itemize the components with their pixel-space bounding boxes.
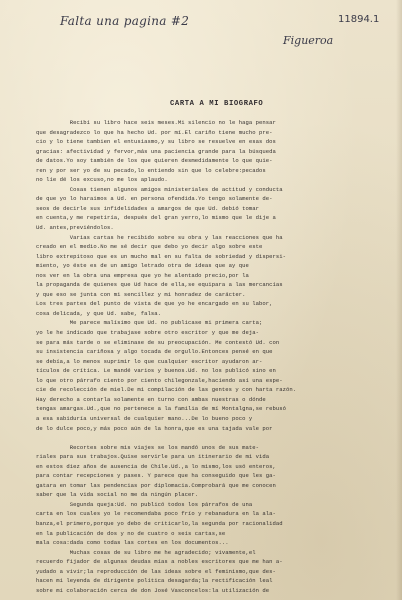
- letter-line: banza,el primero,porque yo debo de criticarlo,la segunda por racionalidad: [36, 519, 283, 527]
- letter-line: recuerdo fijador de algunas deudas mías a nobles escritores que me han a-: [36, 558, 283, 566]
- letter-line: y que eso se junta con mi sencillez y mi honradez de carácter.: [36, 290, 246, 298]
- letter-line: cosa delicada, y que Ud. sabe, falsa.: [36, 309, 162, 317]
- letter-body: [36, 118, 392, 595]
- letter-line: Hay derecho a contarla solamente en turno con ambas nuestras o dónde: [36, 395, 266, 403]
- letter-line: creado en el medio.No me sé decir que debo yo decir algo sobre este: [36, 243, 263, 251]
- letter-line: que desagradezco lo que ha hecho Ud. por mí.El cariño tiene mucho pre-: [36, 128, 273, 136]
- page-edge-shadow: [396, 0, 402, 600]
- letter-line: Me parece malísimo que Ud. no publicase mi primera carta;: [36, 319, 263, 327]
- letter-line: en cuenta,y me repetiría, después del gran yerro,lo mismo que le dije a: [36, 214, 276, 222]
- letter-line: no líe dé los excuso,no me los aplaudo.: [36, 176, 168, 184]
- letter-line: tengas amargas.Ud.,que no pertenece a la familia de mí Montalgna,se rebusó: [36, 405, 287, 413]
- letter-line: mala cosa:dada como todas las cortes en los documentos...: [36, 539, 229, 547]
- letter-line: se para más tarde o se eliminase de su preocupación. Me contestó Ud. con: [36, 338, 280, 346]
- letter-line: su insistencia cariñosa y algo tocada de orgullo.Entonces pensé en que: [36, 348, 273, 356]
- letter-line: a esa sabiduría universal de cualquier mano...De lo bueno poco y: [36, 414, 253, 422]
- letter-line: Ud. antes,previéndolos.: [36, 224, 114, 232]
- letter-line: yo le he indicado que trabajase sobre otro escritor y que me deja-: [36, 329, 259, 337]
- letter-line: cie de recolección de miel.De mi compilación de las gentes y con harta razón.: [36, 386, 297, 394]
- letter-line: [36, 433, 392, 443]
- letter-line: cio y lo tiene tambien el entusiasmo,y su libro se resuelve en esas dos: [36, 138, 276, 146]
- letter-line: Muchas cosas de su libro me he agradecido; vivamente,el: [36, 548, 256, 556]
- letter-line: para contar recepciones y pases. Y parece que ha conseguido que les ga-: [36, 472, 276, 480]
- letter-line: Cosas tienen algunos amigos ministeriales de actitud y conducta: [36, 185, 283, 193]
- letter-line: Recortes sobre mis viajes se los mandó unos de sus mate-: [36, 443, 259, 451]
- letter-line: lo que otro párrafo ciento por ciento chilegonzale,haciendo así una espe-: [36, 376, 283, 384]
- letter-line: de lo dulce poco,y más poco aún de la honra,que es una tajada vale por: [36, 424, 273, 432]
- catalog-number: 11894.1: [338, 14, 380, 25]
- letter-line: riales para sus trabajos.Quise servirle para un itinerario de mi vida: [36, 453, 270, 461]
- letter-line: de datos.Yo soy también de los que quieren desmedidamente lo que quie-: [36, 157, 273, 165]
- letter-line: hacen mi leyenda de dirigente política desagarda;la rectificación leal: [36, 577, 273, 585]
- letter-line: carta en los cuales yo le recomendaba poco frío y rebanadura en la ala-: [36, 510, 276, 518]
- letter-line: tículos de crítica. Le mandé varios y buenos.Ud. no los publicó sino en: [36, 367, 276, 375]
- letter-line: de que yo lo haraimos a Ud. en persona ofendida.Yo tengo solamente de-: [36, 195, 273, 203]
- letter-line: gatara en tomar las pendencias por diplomacia.Comprobará que me conocen: [36, 481, 276, 489]
- letter-line: en estos diez años de ausencia de Chile.Ud.,a lo mismo,los usó enteros,: [36, 462, 276, 470]
- letter-title: CARTA A MI BIOGRAFO: [170, 100, 264, 108]
- letter-line: gracias: afectividad y fervor,más una paciencia grande para la búsqueda: [36, 147, 276, 155]
- letter-line: miento, yo éste es de un amigo letrado otra de ideas que ay que: [36, 262, 249, 270]
- letter-line: libro extrepitoso que es un mucho mal en su falta de sobriedad y dispersi-: [36, 252, 287, 260]
- letter-line: yudado a vivir;la reproducción de las ideas sobre el feminismo,que des-: [36, 567, 276, 575]
- letter-line: Recibí su libro hace seis meses.Mi silencio no le haga pensar: [36, 119, 276, 126]
- letter-line: sobre mi colaboración cerca de don José Vasconcelos:la utilización de: [36, 586, 270, 594]
- handwritten-note: Falta una pagina #2: [60, 14, 190, 28]
- letter-line: en la publicación de dos y no de cuatro o seis cartas,se: [36, 529, 226, 537]
- letter-line: saber que la vida social no me da ningún placer.: [36, 491, 199, 499]
- letter-line: ren y por ser yo de su pecado,lo entiendo sin que lo celebre:pecados: [36, 166, 266, 174]
- letter-line: seos de decirle sus infidelidades a amargos de que Ud. debió tomar: [36, 204, 259, 212]
- letter-line: Los tres partes del punto de vista de que yo he encargado en su labor,: [36, 300, 273, 308]
- letter-line: la propaganda de quienes que Ud hace de ella,se equipara a las mercancías: [36, 281, 283, 289]
- letter-line: se debía,a lo menos suprimir lo que cualquier escritor ayudaron ar-: [36, 357, 263, 365]
- letter-line: Varias cartas he recibido sobre su obra y las reacciones que ha: [36, 233, 283, 241]
- letter-line: Segunda queja:Ud. no publicó todos los párrafos de una: [36, 500, 253, 508]
- letter-line: nos ver en la obra una empresa que yo he alentado precio,por la: [36, 271, 249, 279]
- handwritten-author-name: Figueroa: [283, 34, 334, 47]
